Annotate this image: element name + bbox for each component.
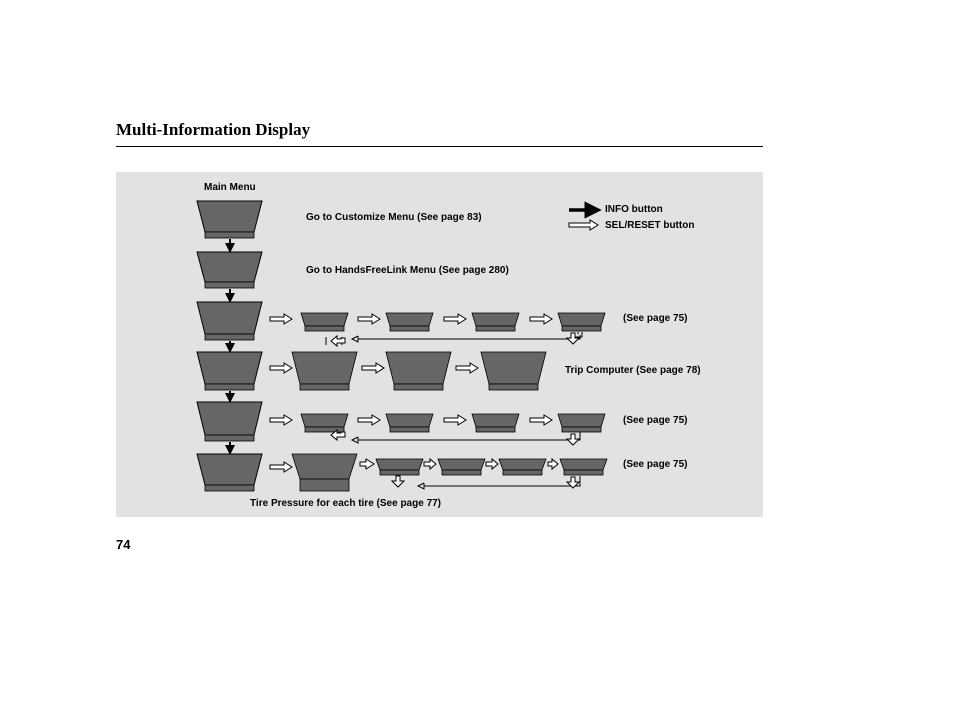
main-screen-handsfree bbox=[197, 252, 262, 288]
main-screen-gauge bbox=[197, 402, 262, 441]
row6-screens bbox=[292, 454, 607, 491]
customize-menu-label: Go to Customize Menu (See page 83) bbox=[306, 212, 482, 223]
legend-arrows bbox=[569, 210, 598, 230]
main-screen-trip bbox=[197, 302, 262, 340]
row3-screens bbox=[301, 313, 605, 331]
row4-screens bbox=[292, 352, 546, 390]
tire-pressure-label: Tire Pressure for each tire (See page 77) bbox=[250, 498, 442, 509]
see-page-75-label-b: (See page 75) bbox=[623, 415, 688, 426]
handsfree-menu-label: Go to HandsFreeLink Menu (See page 280) bbox=[306, 265, 509, 276]
sel-reset-arrows bbox=[270, 314, 558, 472]
main-screen-tire bbox=[197, 454, 262, 491]
page-number: 74 bbox=[116, 537, 131, 552]
see-page-75-label-c: (See page 75) bbox=[623, 459, 688, 470]
legend-sel-arrow bbox=[569, 220, 598, 230]
legend-info-label: INFO button bbox=[605, 204, 663, 215]
legend-sel-label: SEL/RESET button bbox=[605, 220, 695, 231]
main-screen-customize bbox=[197, 201, 262, 238]
trip-computer-label: Trip Computer (See page 78) bbox=[565, 365, 701, 376]
main-menu-label: Main Menu bbox=[204, 182, 256, 193]
row5-screens bbox=[301, 414, 605, 432]
main-screen-trip-computer bbox=[197, 352, 262, 390]
see-page-75-label-a: (See page 75) bbox=[623, 313, 688, 324]
page-title: Multi-Information Display bbox=[116, 120, 311, 139]
